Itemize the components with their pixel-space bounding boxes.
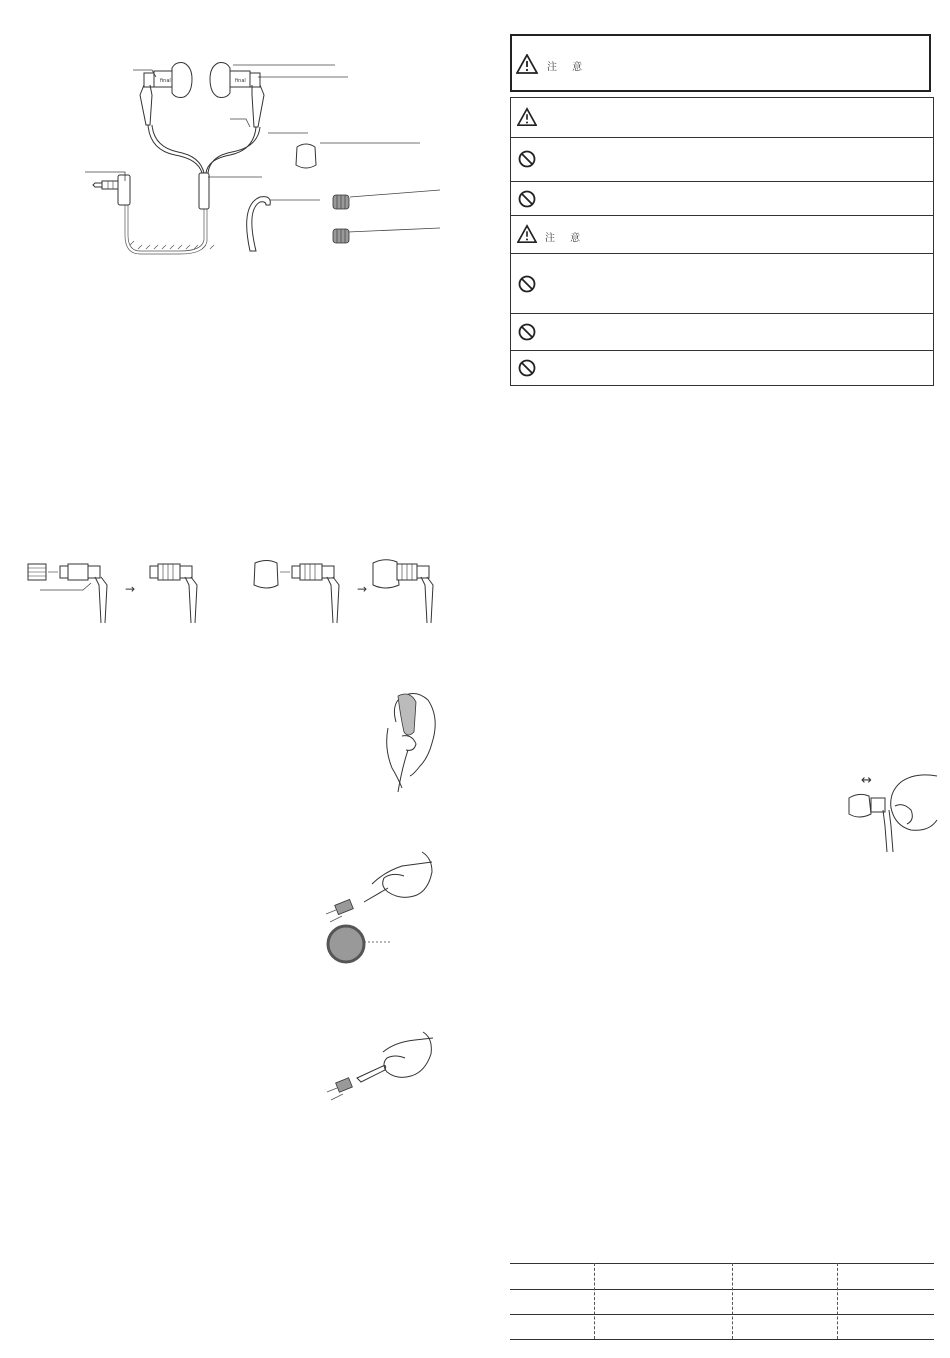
cable-splitter xyxy=(199,173,209,209)
ear-wearing-illustration xyxy=(380,688,445,793)
prohibited-icon xyxy=(517,149,537,169)
spec-table-rule xyxy=(510,1263,934,1264)
arrow-step-2: → xyxy=(357,582,368,596)
foam-tip xyxy=(296,144,316,168)
caution-row xyxy=(511,182,933,216)
audio-plug xyxy=(93,175,130,205)
filter-b xyxy=(333,229,349,243)
earpiece-removal-illustration xyxy=(845,770,937,852)
spec-table-rule xyxy=(510,1339,934,1340)
caution-row xyxy=(511,138,933,182)
caution-row xyxy=(511,314,933,351)
leader-filter-b xyxy=(348,228,440,232)
filter-cleaning-illustration xyxy=(322,852,437,967)
leader-filter-a xyxy=(350,190,440,197)
caution-row xyxy=(511,216,933,254)
left-earpiece xyxy=(140,63,192,125)
brand-right: final xyxy=(235,78,246,84)
assembly-diagram xyxy=(25,555,445,625)
spec-table-divider xyxy=(732,1263,733,1339)
prohibited-icon xyxy=(517,322,537,342)
caution-row xyxy=(511,98,933,138)
caution-header-label: 注 意 xyxy=(547,62,589,73)
parts-diagram xyxy=(80,55,450,265)
prohibited-icon xyxy=(517,189,537,209)
cable-left xyxy=(148,125,202,173)
double-arrow-icon: ↔ xyxy=(861,773,872,788)
ear-hook xyxy=(247,197,271,251)
leader-plug xyxy=(85,172,125,181)
right-earpiece xyxy=(210,63,264,127)
eartip-attached-result xyxy=(373,560,433,623)
warning-icon xyxy=(516,54,538,74)
spec-table xyxy=(510,1263,934,1339)
prohibited-icon xyxy=(517,358,537,378)
prohibited-icon xyxy=(517,274,537,294)
leader-cable xyxy=(230,119,250,127)
caution-header-box xyxy=(510,34,931,92)
caution-row xyxy=(511,351,933,385)
caution-row xyxy=(511,254,933,314)
caution-row-text: 注 意 xyxy=(545,233,587,244)
filter-a xyxy=(333,195,349,209)
filter-attached-result xyxy=(150,564,197,623)
caution-table xyxy=(510,97,934,386)
warning-icon xyxy=(517,107,537,127)
filter-attach-step xyxy=(28,564,107,623)
braided-cable xyxy=(125,205,207,254)
eartip-attach-step xyxy=(254,561,339,624)
cable-right xyxy=(206,127,256,173)
spec-table-divider xyxy=(837,1263,838,1339)
brand-left: final xyxy=(160,78,171,84)
spec-table-divider xyxy=(594,1263,595,1339)
warning-icon xyxy=(517,224,537,244)
spec-table-rule xyxy=(510,1314,934,1315)
arrow-step-1: → xyxy=(125,582,136,596)
cable-right-inner xyxy=(208,127,260,173)
nozzle-cleaning-illustration xyxy=(325,1032,435,1104)
spec-table-rule xyxy=(510,1289,934,1290)
